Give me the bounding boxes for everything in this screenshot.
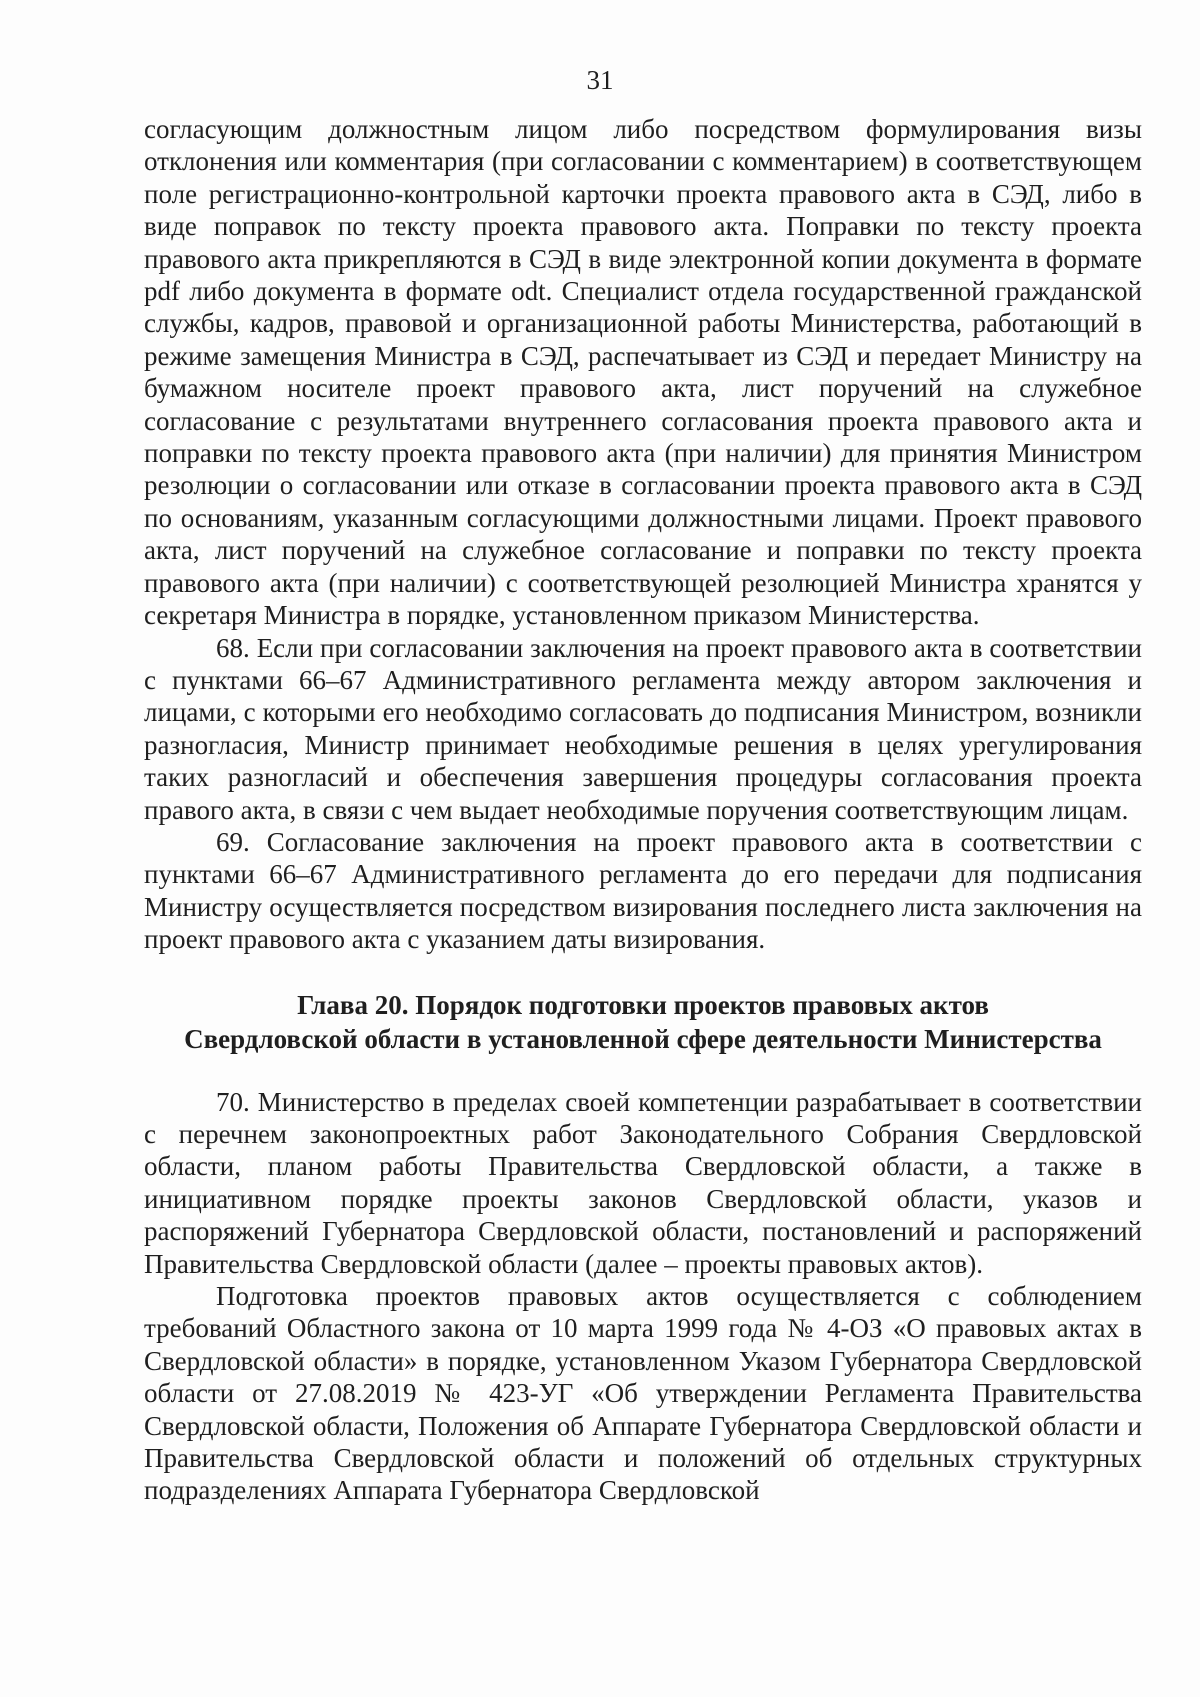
paragraph-69: 69. Согласование заключения на проект правового акта в соответствии с пунктами 66–67 Административного регламента до его передачи для подписания Министру осуществляется посредством визирования последнего листа заключения на проект правового акта с указанием даты визирования.: [144, 826, 1142, 955]
paragraph-68: 68. Если при согласовании заключения на проект правового акта в соответствии с пунктами 66–67 Административного регламента между автором заключения и лицами, с которыми его необходимо согласовать до подписания Министром, возникли разногласия, Министр принимает необходимые решения в целях урегулирования таких разногласий и обеспечения завершения процедуры согласования проекта правого акта, в связи с чем выдает необходимые поручения соответствующим лицам.: [144, 632, 1142, 825]
document-body: [144, 113, 1142, 1507]
chapter-heading: [144, 988, 1142, 1056]
chapter-heading-line-1: Глава 20. Порядок подготовки проектов правовых актов: [297, 989, 989, 1020]
paragraph-preparation: Подготовка проектов правовых актов осуществляется с соблюдением требований Областного закона от 10 марта 1999 года № 4-ОЗ «О правовых актах в Свердловской области» в порядке, установленном Указом Губернатора Свердловской области от 27.08.2019 № 423-УГ «Об утверждении Регламента Правительства Свердловской области, Положения об Аппарате Губернатора Свердловской области и Правительства Свердловской области и положений об отдельных структурных подразделениях Аппарата Губернатора Свердловской: [144, 1281, 1142, 1506]
chapter-heading-line-2: Свердловской области в установленной сфере деятельности Министерства: [184, 1023, 1102, 1054]
paragraph-continuation: согласующим должностным лицом либо посредством формулирования визы отклонения или комментария (при согласовании с комментарием) в соответствующем поле регистрационно-контрольной карточки проекта правового акта в СЭД, либо в виде поправок по тексту проекта правового акта. Поправки по тексту проекта правового акта прикрепляются в СЭД в виде электронной копии документа в формате pdf либо документа в формате odt. Специалист отдела государственной гражданской службы, кадров, правовой и организационной работы Министерства, работающий в режиме замещения Министра в СЭД, распечатывает из СЭД и передает Министру на бумажном носителе проект правового акта, лист поручений на служебное согласование с результатами внутреннего согласования проекта правового акта и поправки по тексту проекта правового акта (при наличии) для принятия Министром резолюции о согласовании или отказе в согласовании проекта правового акта в СЭД по основаниям, указанным согласующими должностными лицами. Проект правового акта, лист поручений на служебное согласование и поправки по тексту проекта правового акта (при наличии) с соответствующей резолюцией Министра хранятся у секретаря Министра в порядке, установленном приказом Министерства.: [144, 114, 1142, 631]
paragraph-70: 70. Министерство в пределах своей компетенции разрабатывает в соответствии с перечнем законопроектных работ Законодательного Собрания Свердловской области, планом работы Правительства Свердловской области, а также в инициативном порядке проекты законов Свердловской области, указов и распоряжений Губернатора Свердловской области, постановлений и распоряжений Правительства Свердловской области (далее – проекты правовых актов).: [144, 1086, 1142, 1279]
page-number: 31: [586, 65, 614, 95]
